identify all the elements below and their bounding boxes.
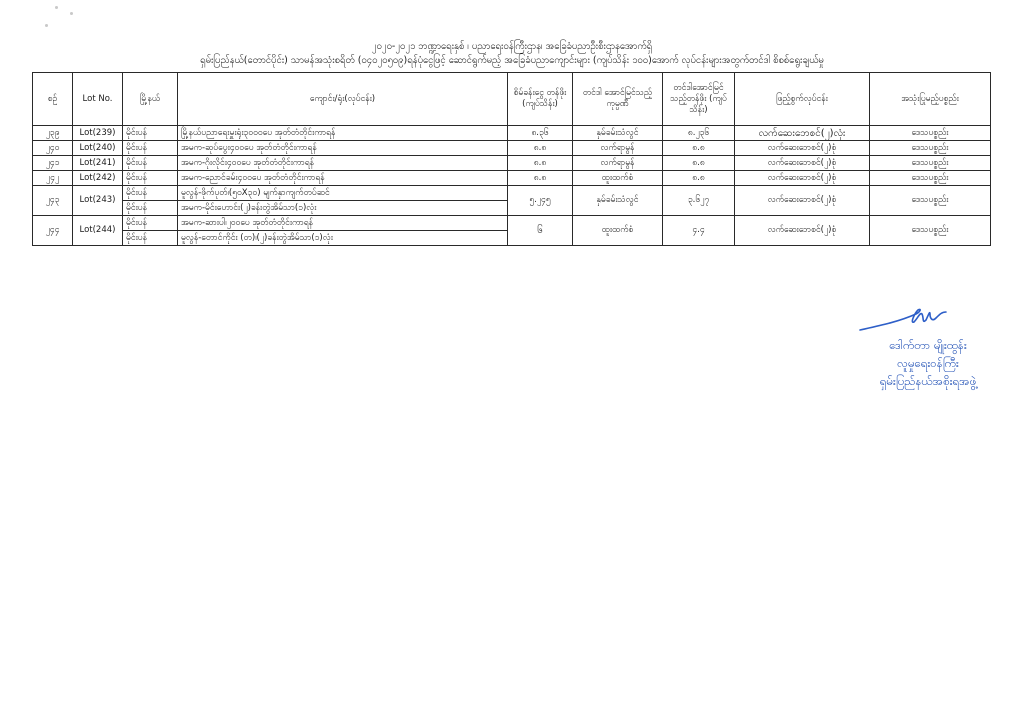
- cell-works: အမက-ဆုပ်ပွေး၄၀၀ပေ အုတ်တံတိုင်းကာရန်: [178, 141, 508, 156]
- signatory-organization: ရှမ်းပြည်နယ်အစိုးရအဖွဲ့: [879, 374, 977, 388]
- cell-lot: Lot(242): [73, 171, 123, 186]
- cell-works: အမက-ဂိုးလိုင်း၄၀၀ပေ အုတ်တံတိုင်းကာရန်: [178, 156, 508, 171]
- table-row: [33, 141, 991, 156]
- cell-lot: Lot(243): [73, 186, 123, 216]
- cell-material: ဒေသပစ္စည်း: [870, 186, 991, 216]
- cell-company: နှမ်ခမ်းသံလွင်: [573, 126, 663, 141]
- signatory-title: လူမှုရေးဝန်ကြီး: [897, 356, 959, 370]
- header-awarded: တင်ဒါအောင်မြင် သည့်တန်ဖိုး (ကျပ်သိန်း): [663, 73, 735, 126]
- cell-material: ဒေသပစ္စည်း: [870, 141, 991, 156]
- cell-lot: Lot(240): [73, 141, 123, 156]
- cell-estimate: ၆: [508, 216, 573, 246]
- cell-serial: ၂၄၀: [33, 141, 73, 156]
- cell-extra-works: လက်ဆေးဘေစင်(၂)စုံ: [735, 141, 870, 156]
- header-estimate: စိမ်ခန်းငွေ တန်ဖိုး (ကျပ်သိန်း): [508, 73, 573, 126]
- cell-works: အမက-မိုင်းဟောင်း(၂)ခန်းတွဲအိမ်သာ(၁)လုံး: [178, 201, 508, 216]
- cell-material: ဒေသပစ္စည်း: [870, 171, 991, 186]
- cell-estimate: ၅.၂၄၅: [508, 186, 573, 216]
- header-works: ကျောင်း/ရုံး(လုပ်ငန်း): [178, 73, 508, 126]
- cell-company: ထူးထက်စံ: [573, 216, 663, 246]
- cell-lot: Lot(239): [73, 126, 123, 141]
- cell-lot: Lot(244): [73, 216, 123, 246]
- cell-serial: ၂၃၉: [33, 126, 73, 141]
- cell-awarded: ၈.၂၃၆: [663, 126, 735, 141]
- cell-township: မိုင်းပန်: [123, 141, 178, 156]
- cell-company: လက်ရာမွန်: [573, 141, 663, 156]
- cell-extra-works: လက်ဆေးဘေစင်(၂)စုံ: [735, 171, 870, 186]
- table-row: [33, 171, 991, 186]
- cell-township: မိုင်းပန်: [123, 216, 178, 231]
- scan-speck: [55, 6, 58, 9]
- cell-estimate: ၈.၃၆: [508, 126, 573, 141]
- table-row: [33, 186, 991, 201]
- cell-extra-works: လက်ဆေးဘေစင်(၂)လုံး: [735, 126, 870, 141]
- cell-material: ဒေသပစ္စည်း: [870, 156, 991, 171]
- cell-company: ထူးထက်စံ: [573, 171, 663, 186]
- cell-awarded: ၈.၈: [663, 141, 735, 156]
- cell-awarded: ၈.၈: [663, 156, 735, 171]
- cell-estimate: ၈.၈: [508, 156, 573, 171]
- cell-works: အမက-ဆားပါ၊၂၀၀ပေ အုတ်တံတိုင်းကာရန်: [178, 216, 508, 231]
- signatory-name: ဒေါက်တာ မျိုးထွန်း: [889, 338, 967, 352]
- header-material: အသုံးပြုမည့်ပစ္စည်း: [870, 73, 991, 126]
- cell-awarded: ၃.၆၂၇: [663, 186, 735, 216]
- header-company: တင်ဒါ အောင်မြင်သည့်ကုမ္ပဏီ: [573, 73, 663, 126]
- cell-company: လက်ရာမွန်: [573, 156, 663, 171]
- header-serial: စဉ်: [33, 73, 73, 126]
- header-township: မြို့နယ်: [123, 73, 178, 126]
- document-heading-line-2: ရှမ်းပြည်နယ်(တောင်ပိုင်း) သာမန်အသုံးစရိတ် (၀၄၀၂၀၅၀၉)ရန်ပုံငွေဖြင့် ဆောင်ရွက်မည့် အခြေခံပညာကျောင်းများ (ကျပ်သိန်း ၁၀၀)အောက် လုပ်ငန်းများအတွက်တင်ဒါ စိစစ်ရွေးချယ်မှု: [200, 55, 824, 66]
- header-extra-works: ဖြည့်စွက်လုပ်ငန်း: [735, 73, 870, 126]
- cell-estimate: ၈.၈: [508, 171, 573, 186]
- cell-township: မိုင်းပန်: [123, 186, 178, 201]
- cell-township: မိုင်းပန်: [123, 231, 178, 246]
- cell-works: အမက-ညောင်ခမ်း၄၀၀ပေ အုတ်တံတိုင်းကာရန်: [178, 171, 508, 186]
- cell-works: မူလွန်-တောင်ကိုင်း (တ)၊(၂)ခန်းတွဲအိမ်သာ(၁)လုံး: [178, 231, 508, 246]
- cell-lot: Lot(241): [73, 156, 123, 171]
- cell-works: မူလွန်-ဖိုက်ပုတ်၊(၅၀X၃၀) မျက်နှာကျက်တပ်ဆင်: [178, 186, 508, 201]
- cell-awarded: ၄.၄: [663, 216, 735, 246]
- table-row: [33, 156, 991, 171]
- cell-awarded: ၈.၈: [663, 171, 735, 186]
- cell-material: ဒေသပစ္စည်း: [870, 126, 991, 141]
- table-row: [33, 216, 991, 231]
- scan-speck: [45, 24, 48, 27]
- document-heading-line-1: ၂၀၂၀-၂၀၂၁ ဘဏ္ဍာရေးနှစ် ၊ ပညာရေးဝန်ကြီးဌာန၊ အခြေခံပညာဦးစီးဌာနအောက်ရှိ: [371, 41, 653, 52]
- header-lot-no: Lot No.: [73, 73, 123, 126]
- cell-works: မြို့နယ်ပညာရေးမှူးရုံး၃၀၀၀ပေ အုတ်တံတိုင်းကာရန်: [178, 126, 508, 141]
- cell-township: မိုင်းပန်: [123, 126, 178, 141]
- cell-serial: ၂၄၁: [33, 156, 73, 171]
- scan-speck: [70, 12, 73, 15]
- cell-extra-works: လက်ဆေးဘေစင်(၂)စုံ: [735, 156, 870, 171]
- cell-serial: ၂၄၃: [33, 186, 73, 216]
- table-header-row: [33, 73, 991, 126]
- cell-material: ဒေသပစ္စည်း: [870, 216, 991, 246]
- cell-township: မိုင်းပန်: [123, 156, 178, 171]
- cell-estimate: ၈.၈: [508, 141, 573, 156]
- table-row: [33, 126, 991, 141]
- signature-block: [838, 300, 1018, 390]
- cell-company: နှမ်ခမ်းသံလွင်: [573, 186, 663, 216]
- cell-extra-works: လက်ဆေးဘေစင်(၂)စုံ: [735, 186, 870, 216]
- tender-results-table: [32, 72, 991, 246]
- cell-serial: ၂၄၂: [33, 171, 73, 186]
- cell-township: မိုင်းပန်: [123, 171, 178, 186]
- cell-township: မိုင်းပန်: [123, 201, 178, 216]
- cell-extra-works: လက်ဆေးဘေစင်(၂)စုံ: [735, 216, 870, 246]
- cell-serial: ၂၄၄: [33, 216, 73, 246]
